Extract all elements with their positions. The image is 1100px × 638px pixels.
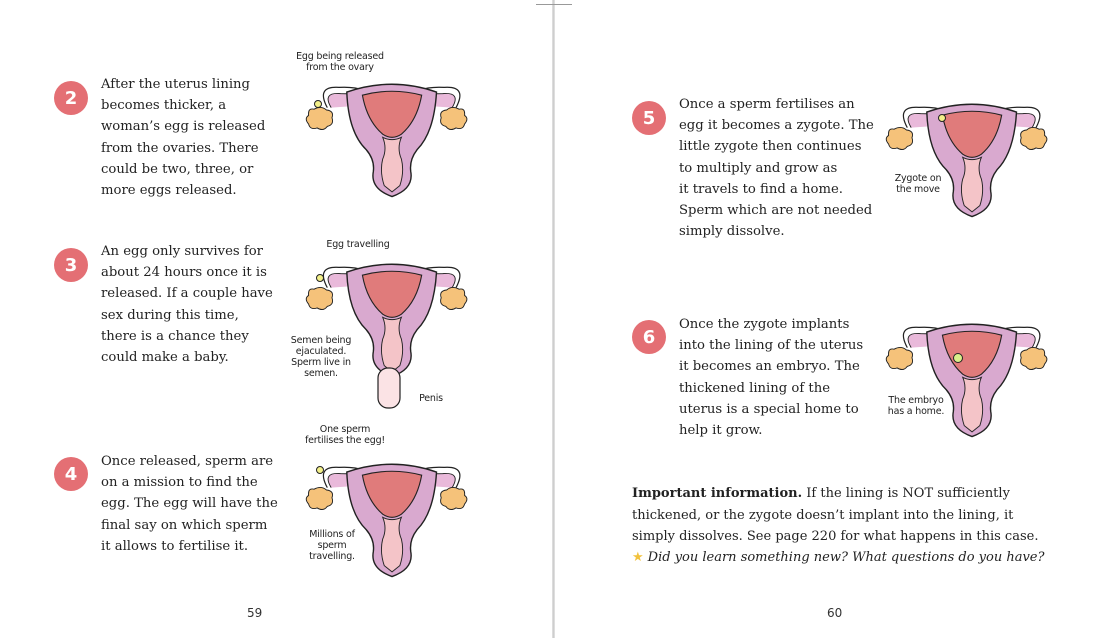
reflection-question: ★ Did you learn something new? What questions do you have? — [632, 547, 1044, 568]
step-6-label: The embryo has a home. — [887, 395, 945, 417]
step-6-badge: 6 — [632, 320, 666, 354]
step-3-label-semen: Semen being ejaculated. Sperm live in semen. — [290, 335, 352, 379]
step-4-badge: 4 — [54, 457, 88, 491]
step-5-label: Zygote on the move — [894, 173, 942, 195]
step-2-badge: 2 — [54, 81, 88, 115]
step-2-label: Egg being released from the ovary — [296, 51, 384, 73]
uterus-diagram-step-6 — [880, 318, 1060, 468]
uterus-diagram-step-3 — [300, 258, 480, 408]
step-5-badge: 5 — [632, 101, 666, 135]
step-2-text: After the uterus lining becomes thicker, a woman’s egg is released from the ovaries. There could be two, three, or more eggs released. — [101, 77, 266, 199]
important-information: Important information. If the lining is NOT sufficiently thickened, or the zygote doesn’t implant into the lining, it simply dissolves. See page 220 for what happens in this case. — [632, 486, 1039, 544]
star-icon: ★ — [632, 550, 644, 565]
step-3-text: An egg only survives for about 24 hours once it is released. If a couple have sex during this time, there is a chance they could make a baby. — [101, 244, 273, 366]
step-3-label-egg: Egg travelling — [326, 239, 390, 250]
page-number-right: 60 — [827, 606, 843, 620]
top-crop-mark — [536, 4, 572, 5]
book-spine — [552, 0, 555, 638]
step-5-text: Once a sperm fertilises an egg it becomes a zygote. The little zygote then continues to multiply and grow as it travels to find a home. Sperm which are not needed simply dissolve. — [679, 97, 874, 240]
step-4-label-millions: Millions of sperm travelling. — [309, 529, 355, 562]
step-6-text: Once the zygote implants into the lining of the uterus it becomes an embryo. The thickened lining of the uterus is a special home to help it grow. — [679, 317, 864, 439]
step-3-label-penis: Penis — [419, 393, 443, 404]
uterus-diagram-step-2 — [300, 78, 480, 228]
page-number-left: 59 — [247, 606, 263, 620]
step-3-badge: 3 — [54, 248, 88, 282]
important-heading: Important information. — [632, 486, 803, 501]
step-4-text: Once released, sperm are on a mission to find the egg. The egg will have the final say on which sperm it allows to fertilise it. — [101, 454, 278, 554]
step-4-label-fertilise: One sperm fertilises the egg! — [304, 424, 386, 446]
